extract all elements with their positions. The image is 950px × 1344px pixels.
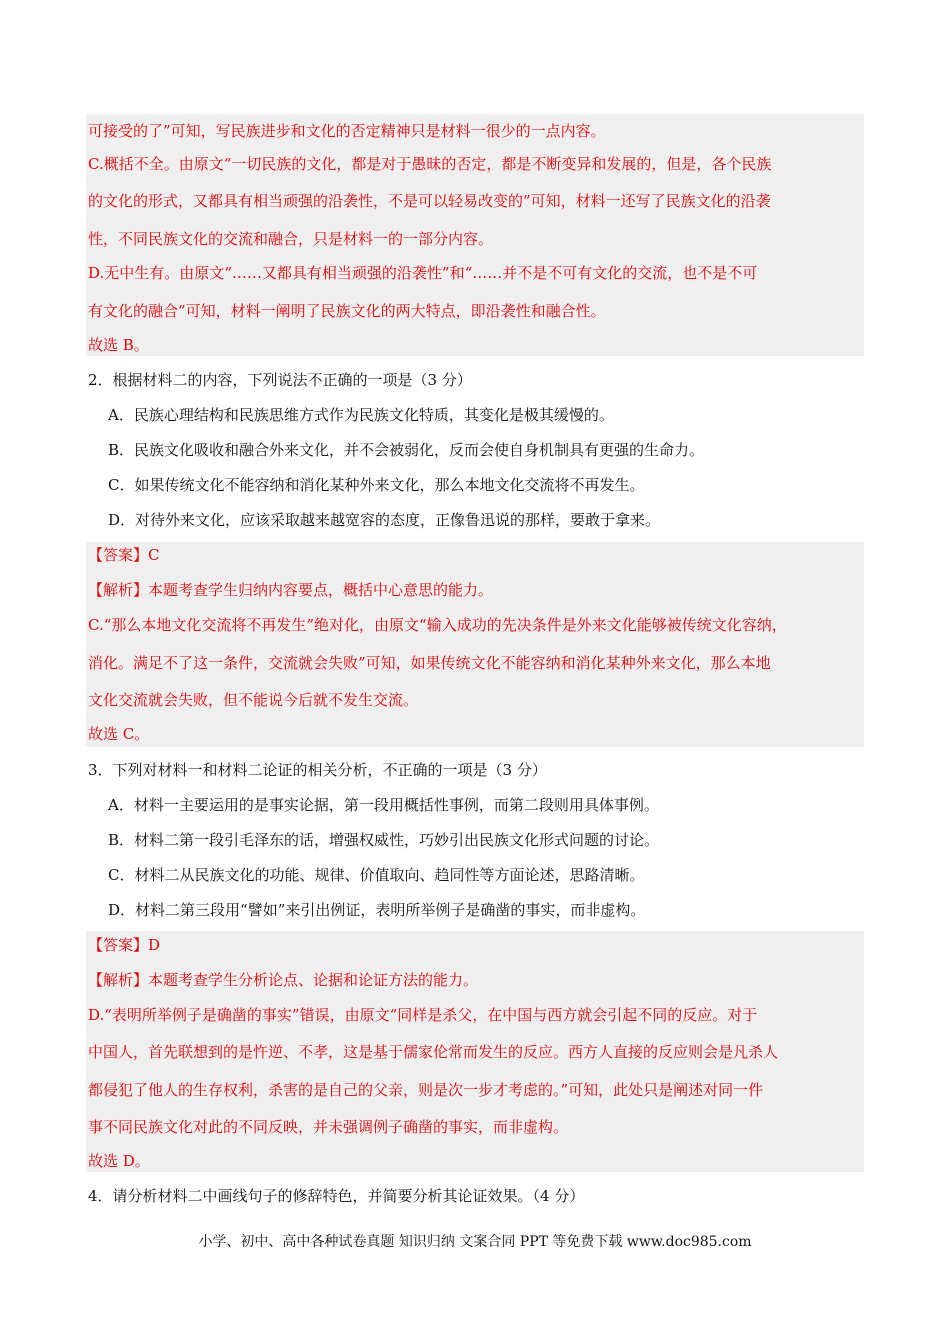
analysis-line: 故选 D。 xyxy=(88,1152,150,1170)
answer-label: 【答案】C xyxy=(88,546,160,564)
answer-block-q2 xyxy=(86,542,864,747)
analysis-line: 文化交流就会失败，但不能说今后就不发生交流。 xyxy=(88,691,419,709)
analysis-line: 【解析】本题考查学生分析论点、论据和论证方法的能力。 xyxy=(88,971,479,989)
question-3-option-c: C．材料二从民族文化的功能、规律、价值取向、趋同性等方面论述，思路清晰。 xyxy=(108,866,645,884)
analysis-line: D.“表明所举例子是确凿的事实”错误，由原文“同样是杀父，在中国与西方就会引起不同的反应。对于 xyxy=(88,1006,758,1024)
analysis-line: 可接受的了”可知，写民族进步和文化的否定精神只是材料一很少的一点内容。 xyxy=(88,122,606,140)
question-2-option-c: C．如果传统文化不能容纳和消化某种外来文化，那么本地文化交流将不再发生。 xyxy=(108,476,645,494)
analysis-line: C.“那么本地文化交流将不再发生”绝对化，由原文“输入成功的先决条件是外来文化能够被传统文化容纳， xyxy=(88,616,787,634)
question-2-option-d: D．对待外来文化，应该采取越来越宽容的态度，正像鲁迅说的那样，要敢于拿来。 xyxy=(108,511,661,529)
analysis-line: 事不同民族文化对此的不同反映，并未强调例子确凿的事实，而非虚构。 xyxy=(88,1118,569,1136)
analysis-line: 都侵犯了他人的生存权利，杀害的是自己的父亲，则是次一步才考虑的。”可知，此处只是阐述对同一件 xyxy=(88,1081,764,1099)
page-footer: 小学、初中、高中各种试卷真题 知识归纳 文案合同 PPT 等免费下载 www.doc985.com xyxy=(198,1234,752,1250)
analysis-line: 有文化的融合”可知，材料一阐明了民族文化的两大特点，即沿袭性和融合性。 xyxy=(88,302,606,320)
question-3-option-b: B．材料二第一段引毛泽东的话，增强权威性，巧妙引出民族文化形式问题的讨论。 xyxy=(108,831,660,849)
analysis-line: 故选 B。 xyxy=(88,336,149,354)
analysis-line: 消化。满足不了这一条件，交流就会失败”可知，如果传统文化不能容纳和消化某种外来文化，那么本地 xyxy=(88,654,771,672)
question-3-option-d: D．材料二第三段用“譬如”来引出例证，表明所举例子是确凿的事实，而非虚构。 xyxy=(108,901,646,919)
question-2-option-a: A．民族心理结构和民族思维方式作为民族文化特质，其变化是极其缓慢的。 xyxy=(108,406,614,424)
question-2-option-b: B．民族文化吸收和融合外来文化，并不会被弱化，反而会使自身机制具有更强的生命力。 xyxy=(108,441,705,459)
analysis-line: C.概括不全。由原文“一切民族的文化，都是对于愚昧的否定，都是不断变异和发展的，但是，各个民族 xyxy=(88,155,772,173)
analysis-line: 的文化的形式，又都具有相当顽强的沿袭性，不是可以轻易改变的”可知，材料一还写了民族文化的沿袭 xyxy=(88,192,771,210)
question-2-stem: 2．根据材料二的内容，下列说法不正确的一项是（3 分） xyxy=(88,371,472,389)
analysis-line: 中国人，首先联想到的是忤逆、不孝，这是基于儒家伦常而发生的反应。西方人直接的反应则会是凡杀人 xyxy=(88,1043,779,1061)
question-3-option-a: A．材料一主要运用的是事实论据，第一段用概括性事例，而第二段则用具体事例。 xyxy=(108,796,659,814)
analysis-line: 故选 C。 xyxy=(88,725,150,743)
analysis-line: 【解析】本题考查学生归纳内容要点，概括中心意思的能力。 xyxy=(88,581,494,599)
analysis-line: 性，不同民族文化的交流和融合，只是材料一的一部分内容。 xyxy=(88,230,494,248)
answer-label: 【答案】D xyxy=(88,936,161,954)
analysis-line: D.无中生有。由原文“……又都具有相当顽强的沿袭性”和“……并不是不可有文化的交流，也不是不可 xyxy=(88,264,758,282)
question-4-stem: 4．请分析材料二中画线句子的修辞特色，并简要分析其论证效果。（4 分） xyxy=(88,1187,585,1205)
question-3-stem: 3．下列对材料一和材料二论证的相关分析，不正确的一项是（3 分） xyxy=(88,761,547,779)
